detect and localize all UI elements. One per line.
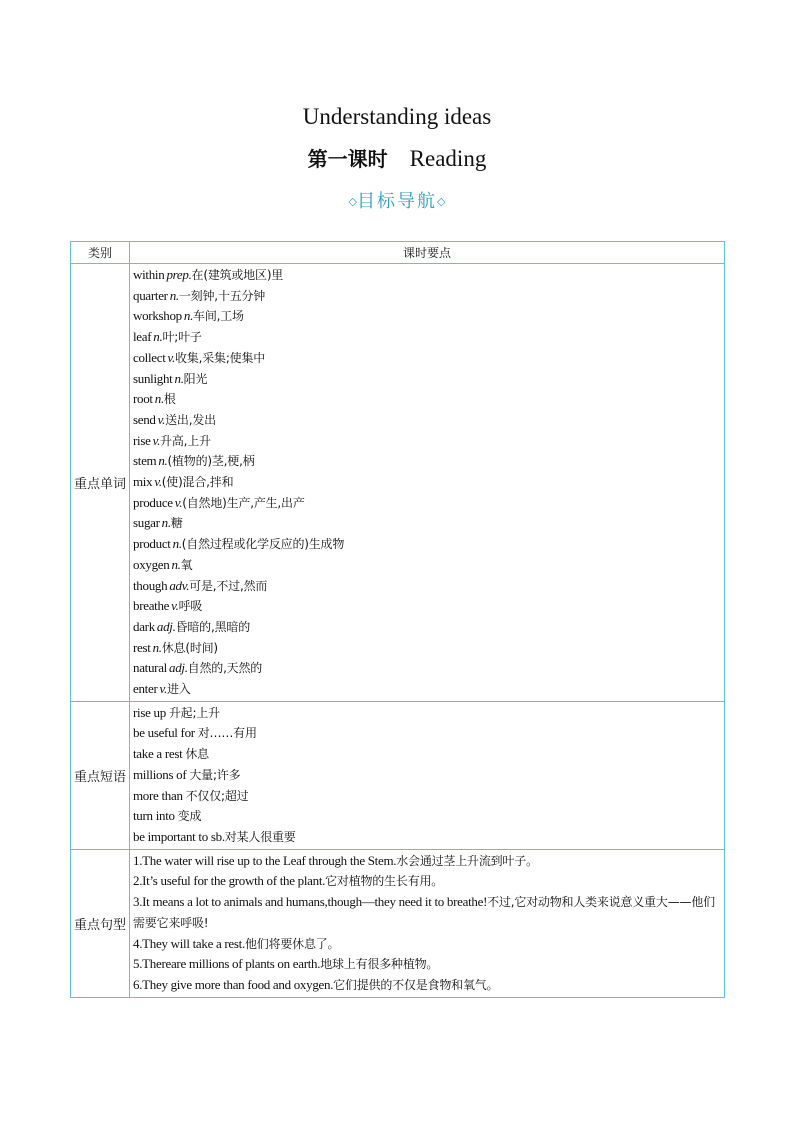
list-item — [133, 723, 724, 744]
word-en: collect — [133, 349, 166, 365]
goal-navigation-label: 目标导航 — [357, 191, 437, 212]
word-pos: n. — [183, 308, 194, 324]
list-item — [133, 576, 724, 597]
phrase-en: be important to sb. — [133, 828, 225, 844]
word-en: rest — [133, 639, 151, 655]
section-label: Reading — [409, 146, 487, 171]
category-words: 重点单词 — [71, 264, 130, 702]
word-pos: n. — [154, 391, 164, 407]
word-cn: 呼吸 — [178, 599, 203, 614]
word-cn: 根 — [163, 392, 176, 407]
list-item — [133, 786, 724, 807]
list-item — [133, 806, 724, 827]
word-en: mix — [133, 474, 153, 490]
word-pos: v. — [174, 494, 183, 510]
word-cn: 升高,上升 — [160, 433, 211, 448]
word-pos: adv. — [169, 577, 190, 593]
phrase-en: rise up — [133, 704, 169, 720]
word-pos: adj. — [169, 660, 188, 676]
word-pos: v. — [171, 598, 179, 614]
list-item — [133, 596, 724, 617]
column-header-points: 课时要点 — [130, 242, 725, 264]
lesson-label: 第一课时 — [307, 147, 388, 171]
list-item — [133, 851, 724, 872]
list-item — [133, 703, 724, 724]
list-item — [133, 827, 724, 848]
word-en: sugar — [133, 515, 160, 531]
word-pos: n. — [161, 515, 171, 531]
phrase-cn: 不仅仅;超过 — [185, 788, 249, 803]
word-en: enter — [133, 681, 158, 697]
category-phrases: 重点短语 — [71, 701, 130, 849]
page-title: Understanding ideas — [302, 104, 492, 129]
words-list — [130, 264, 725, 702]
word-pos: n. — [158, 453, 168, 469]
word-cn: 昏暗的,黑暗的 — [175, 619, 250, 634]
list-item — [133, 871, 724, 892]
word-cn: 车间,工场 — [193, 309, 244, 324]
list-item — [133, 265, 724, 286]
word-cn: (植物的)茎,梗,柄 — [167, 454, 255, 469]
word-cn: 氧 — [180, 557, 193, 572]
phrase-cn: 对……有用 — [197, 726, 257, 741]
list-item — [133, 658, 724, 679]
table-row-words — [71, 264, 725, 702]
table-header-row — [71, 242, 725, 264]
list-item — [133, 934, 724, 955]
phrase-en: millions of — [133, 766, 190, 782]
word-pos: n. — [171, 556, 181, 572]
sentence-cn: 它们提供的不仅是食物和氧气。 — [333, 977, 499, 992]
table-row-sentences — [71, 849, 725, 997]
word-en: leaf — [133, 329, 152, 345]
word-en: dark — [133, 618, 155, 634]
word-en: workshop — [133, 308, 182, 324]
word-pos: prep. — [166, 267, 192, 282]
list-item — [133, 679, 724, 700]
word-cn: 可是,不过,然而 — [189, 578, 268, 593]
list-item — [133, 389, 724, 410]
word-cn: (自然过程或化学反应的)生成物 — [181, 537, 345, 552]
word-en: root — [133, 391, 153, 407]
word-cn: 叶;叶子 — [162, 330, 202, 345]
list-item — [133, 534, 724, 555]
word-cn: 阳光 — [183, 371, 208, 386]
diamond-left-icon: ◇ — [348, 195, 357, 208]
sentence-cn: 水会通过茎上升流到叶子。 — [396, 853, 538, 868]
word-cn: 在(建筑或地区)里 — [191, 268, 284, 282]
list-item — [133, 513, 724, 534]
phrase-cn: 升起;上升 — [168, 705, 220, 720]
list-item — [133, 451, 724, 472]
sentence-en: 3.It means a lot to animals and humans,though—they need it to breathe! — [133, 894, 488, 910]
word-en: oxygen — [133, 556, 170, 572]
word-pos: v. — [152, 432, 161, 448]
word-en: sunlight — [133, 370, 173, 386]
sentence-en: 4.They will take a rest. — [133, 935, 245, 951]
sentence-cn: 不过,它对动物和人类来说意义重大——他们需要它来呼吸! — [133, 895, 715, 930]
sentence-en: 5.Thereare millions of plants on earth. — [133, 956, 321, 972]
list-item — [133, 410, 724, 431]
phrase-en: turn into — [133, 808, 178, 824]
word-en: rise — [133, 432, 151, 448]
sentence-cn: 他们将要休息了。 — [244, 936, 340, 951]
word-cn: 一刻钟,十五分钟 — [178, 288, 266, 303]
list-item — [133, 638, 724, 659]
list-item — [133, 765, 724, 786]
word-cn: 送出,发出 — [165, 412, 216, 427]
phrase-cn: 休息 — [185, 747, 209, 762]
phrase-en: be useful for — [133, 725, 198, 741]
word-pos: n. — [174, 370, 184, 386]
word-pos: v. — [159, 681, 167, 697]
word-pos: adj. — [156, 618, 176, 634]
goal-navigation-heading — [0, 190, 794, 214]
sentence-cn: 地球上有很多种植物。 — [320, 957, 439, 972]
word-pos: v. — [154, 474, 162, 490]
list-item — [133, 327, 724, 348]
list-item — [133, 892, 724, 933]
word-en: produce — [133, 494, 173, 510]
list-item — [133, 369, 724, 390]
list-item — [133, 306, 724, 327]
list-item — [133, 744, 724, 765]
list-item — [133, 493, 724, 514]
word-en: though — [133, 577, 168, 593]
word-en: within — [133, 267, 165, 282]
sentences-list — [130, 849, 725, 997]
word-pos: v. — [157, 411, 166, 427]
sentence-cn: 它对植物的生长有用。 — [325, 874, 444, 889]
column-header-category: 类别 — [71, 242, 130, 264]
sentence-en: 2.It’s useful for the growth of the plant. — [133, 873, 326, 889]
word-cn: 糖 — [170, 516, 183, 531]
phrase-cn: 对某人很重要 — [224, 829, 296, 844]
word-pos: n. — [172, 536, 182, 552]
diamond-right-icon: ◇ — [437, 195, 446, 208]
word-pos: n. — [152, 639, 162, 655]
list-item — [133, 431, 724, 452]
word-pos: v. — [167, 349, 176, 365]
word-cn: (自然地)生产,产生,出产 — [182, 495, 305, 510]
word-en: stem — [133, 453, 157, 469]
list-item — [133, 472, 724, 493]
word-en: quarter — [133, 287, 168, 303]
list-item — [133, 954, 724, 975]
word-en: natural — [133, 660, 167, 676]
phrase-cn: 变成 — [177, 809, 202, 824]
word-cn: 收集,采集;使集中 — [175, 350, 266, 365]
list-item — [133, 617, 724, 638]
table-row-phrases — [71, 701, 725, 849]
phrases-list — [130, 701, 725, 849]
list-item — [133, 286, 724, 307]
phrase-en: more than — [133, 787, 186, 803]
word-cn: 进入 — [166, 682, 191, 697]
word-en: product — [133, 536, 171, 552]
sentence-en: 6.They give more than food and oxygen. — [133, 976, 334, 992]
category-sentences: 重点句型 — [71, 849, 130, 997]
list-item — [133, 555, 724, 576]
word-cn: (使)混合,拌和 — [161, 475, 234, 490]
word-pos: n. — [153, 329, 163, 345]
sentence-en: 1.The water will rise up to the Leaf through the Stem. — [133, 852, 397, 868]
lesson-heading — [0, 145, 794, 174]
word-pos: n. — [169, 287, 179, 303]
word-en: breathe — [133, 598, 170, 614]
list-item — [133, 348, 724, 369]
phrase-en: take a rest — [133, 746, 186, 762]
phrase-cn: 大量;许多 — [189, 767, 241, 782]
word-cn: 休息(时间) — [161, 640, 218, 655]
word-en: send — [133, 411, 156, 427]
word-cn: 自然的,天然的 — [187, 661, 263, 676]
list-item — [133, 975, 724, 996]
lesson-points-table — [70, 241, 725, 998]
